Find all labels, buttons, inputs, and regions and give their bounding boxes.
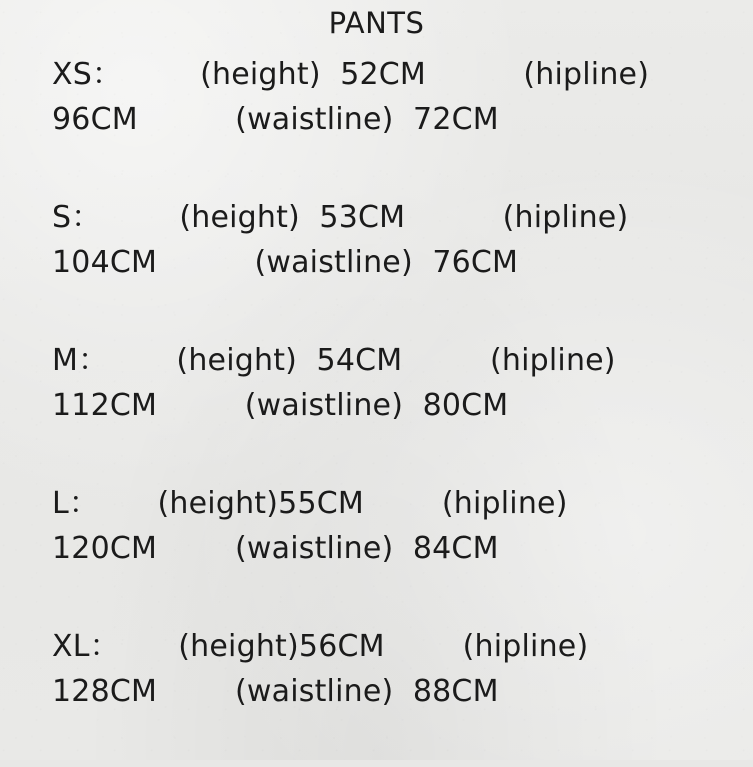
size-entry-line-1: M： (height) 54CM (hipline) [52, 343, 616, 378]
size-entry-list [52, 52, 712, 767]
size-entry-line-2: 120CM (waistline) 84CM [52, 530, 499, 566]
size-entry-xs [52, 52, 712, 143]
size-entry-line-2: 128CM (waistline) 88CM [52, 673, 499, 709]
size-entry-xl [52, 624, 712, 715]
page-title: PANTS [328, 6, 425, 40]
size-entry-line-2: 104CM (waistline) 76CM [52, 244, 519, 280]
size-entry-line-1: S： (height) 53CM (hipline) [52, 200, 629, 235]
size-entry-l [52, 481, 712, 572]
size-entry-line-1: L： (height)55CM (hipline) [52, 486, 568, 521]
size-entry-line-2: 96CM (waistline) 72CM [52, 101, 499, 137]
size-entry-s [52, 195, 712, 286]
size-entry-m [52, 338, 712, 429]
size-entry-line-1: XL： (height)56CM (hipline) [52, 629, 589, 664]
size-entry-line-1: XS： (height) 52CM (hipline) [52, 57, 650, 92]
size-entry-line-2: 112CM (waistline) 80CM [52, 387, 509, 423]
